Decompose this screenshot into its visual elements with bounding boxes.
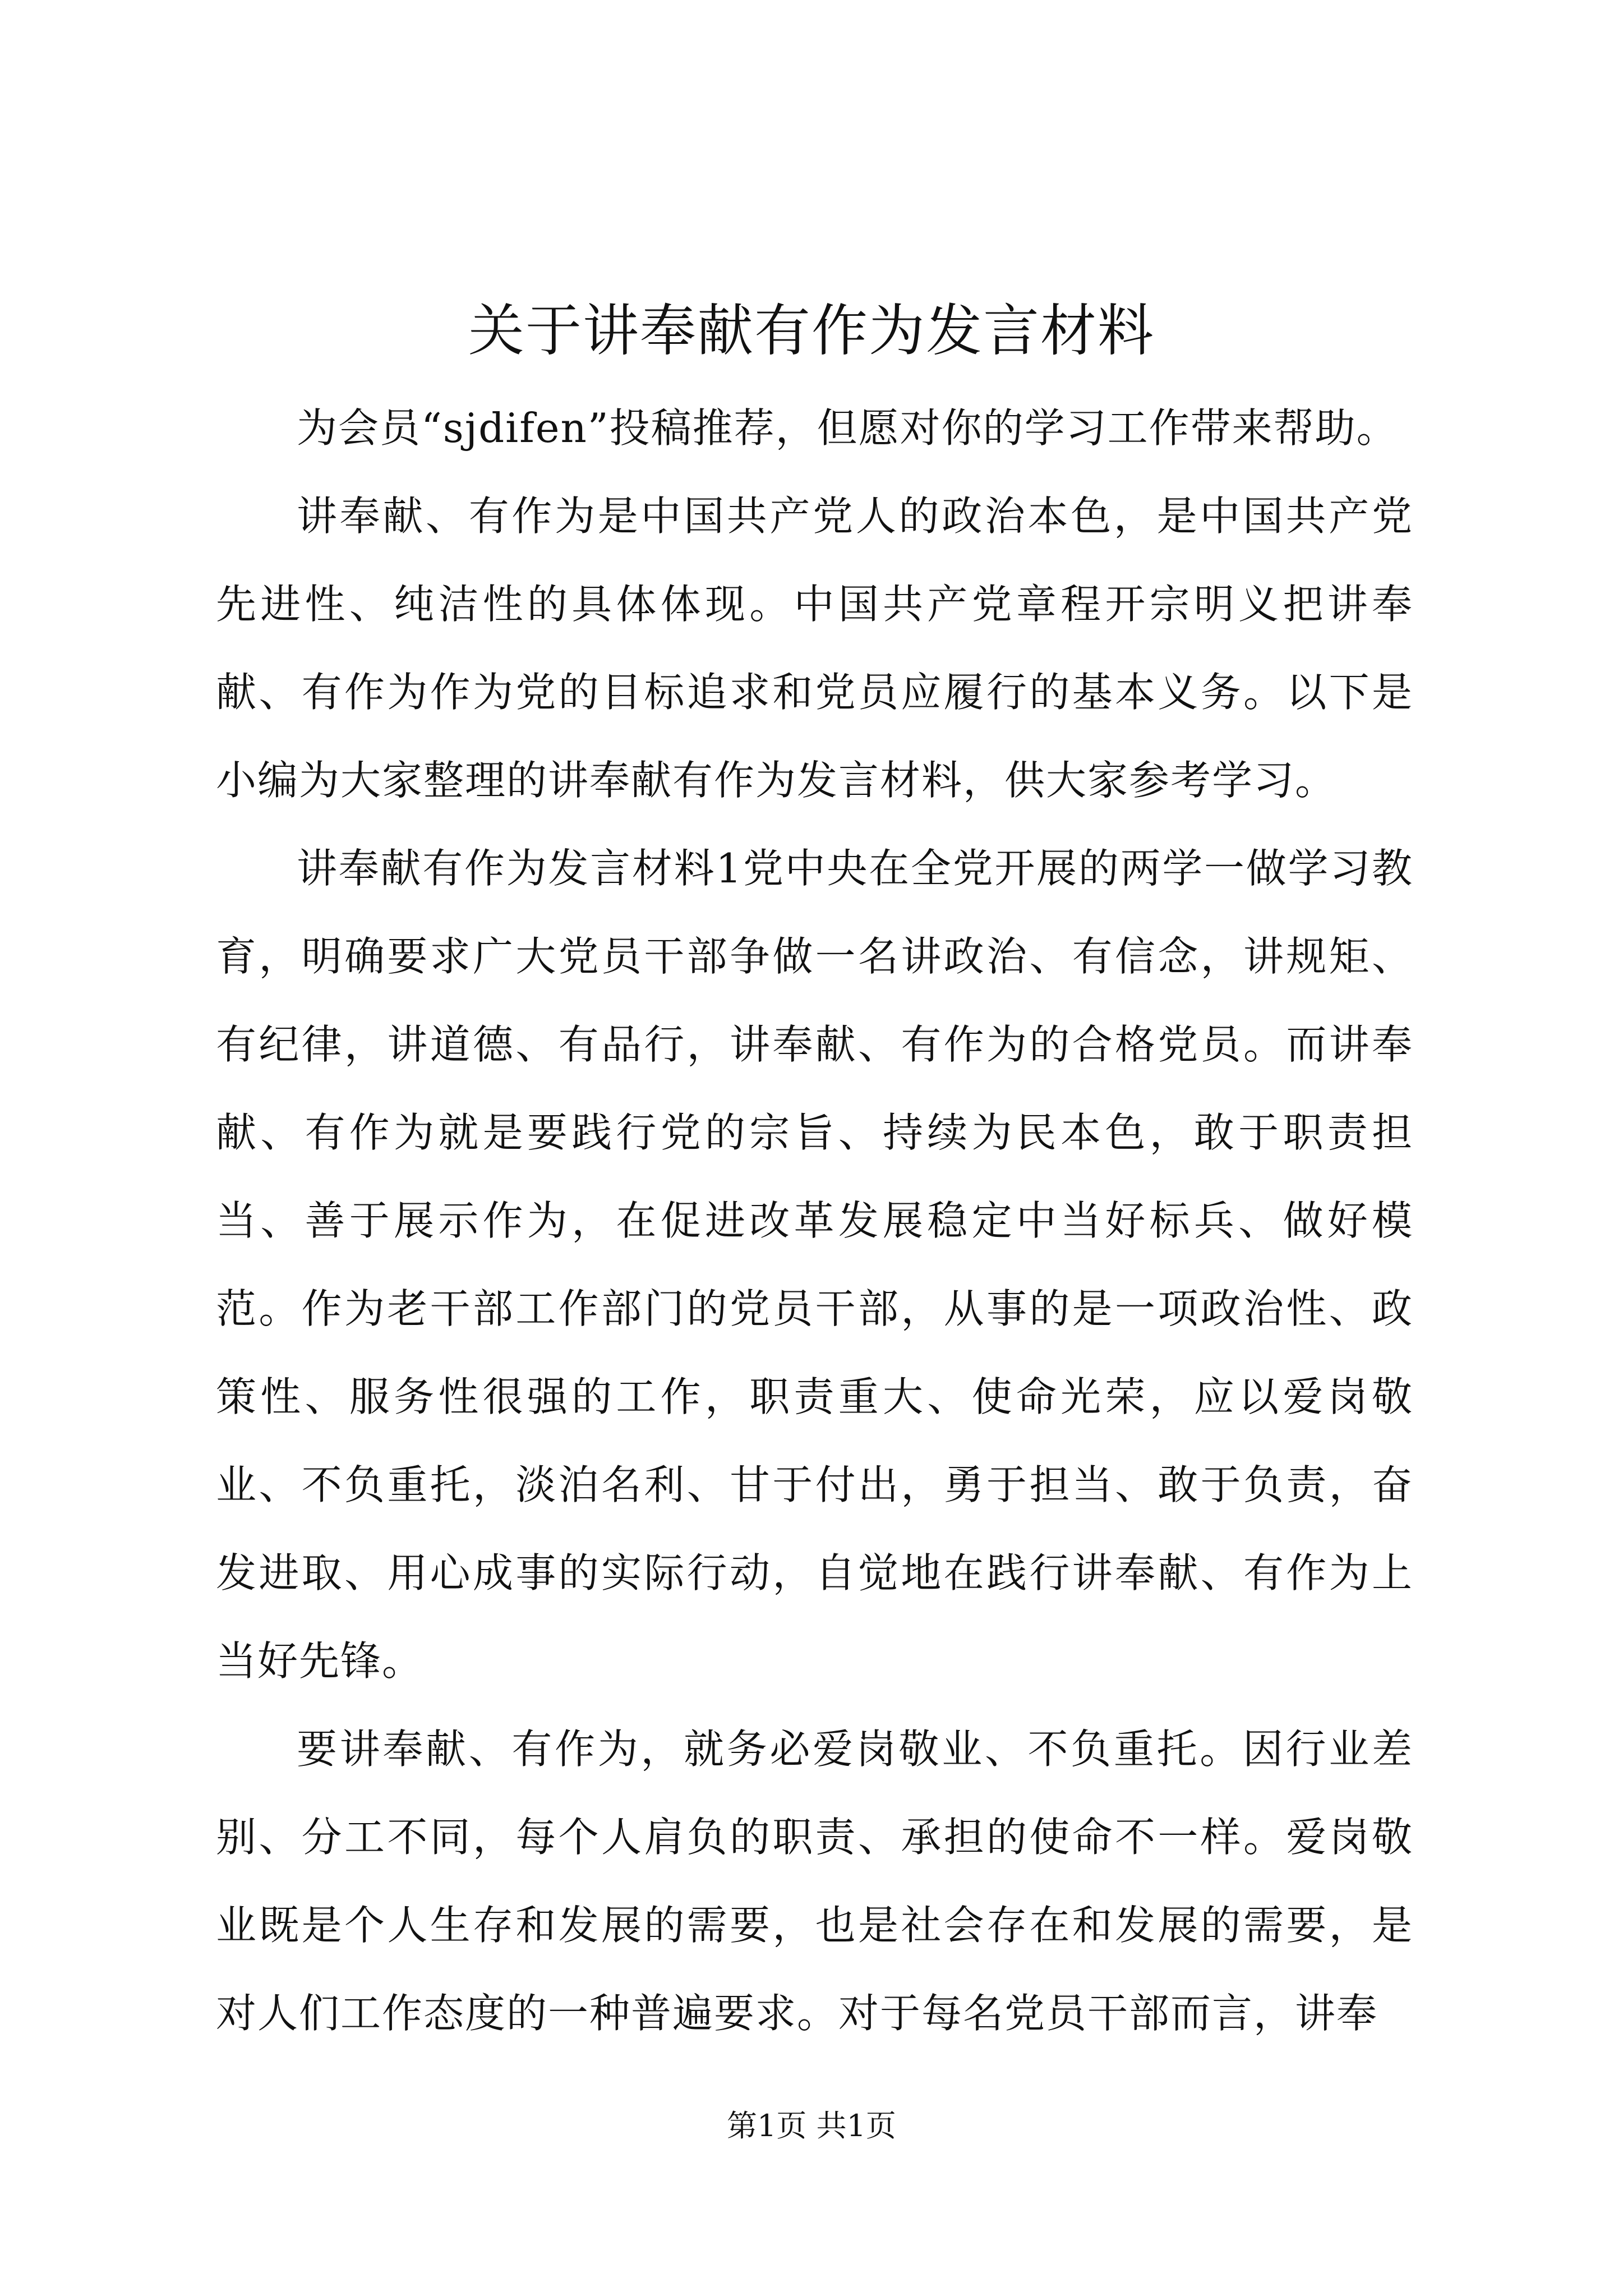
paragraph-dedication: 要讲奉献、有作为，就务必爱岗敬业、不负重托。因行业差别、分工不同，每个人肩负的职责、承担的使命不一样。爱岗敬业既是个人生存和发展的需要，也是社会存在和发展的需要，是对人们工作态度的一种普遍要求。对于每名党员干部而言，讲奉 bbox=[216, 1726, 1413, 2037]
page-footer: 第1页 共1页 bbox=[727, 2108, 896, 2143]
paragraph-intro: 为会员“sjdifen”投稿推荐，但愿对你的学习工作带来帮助。 bbox=[297, 404, 1398, 452]
paragraph-material-1: 讲奉献有作为发言材料1党中央在全党开展的两学一做学习教育，明确要求广大党员干部争做一名讲政治、有信念，讲规矩、有纪律，讲道德、有品行，讲奉献、有作为的合格党员。而讲奉献、有作为就是要践行党的宗旨、持续为民本色，敢于职责担当、善于展示作为，在促进改革发展稳定中当好标兵、做好模范。作为老干部工作部门的党员干部，从事的是一项政治性、政策性、服务性很强的工作，职责重大、使命光荣，应以爱岗敬业、不负重托，淡泊名利、甘于付出，勇于担当、敢于负责，奋发进取、用心成事的实际行动，自觉地在践行讲奉献、有作为上当好先锋。 bbox=[216, 845, 1413, 1685]
document-title: 关于讲奉献有作为发言材料 bbox=[468, 298, 1155, 364]
paragraph-summary: 讲奉献、有作为是中国共产党人的政治本色，是中国共产党先进性、纯洁性的具体体现。中国共产党章程开宗明义把讲奉献、有作为作为党的目标追求和党员应履行的基本义务。以下是小编为大家整理的讲奉献有作为发言材料，供大家参考学习。 bbox=[216, 493, 1413, 804]
document-body bbox=[216, 384, 1413, 2058]
